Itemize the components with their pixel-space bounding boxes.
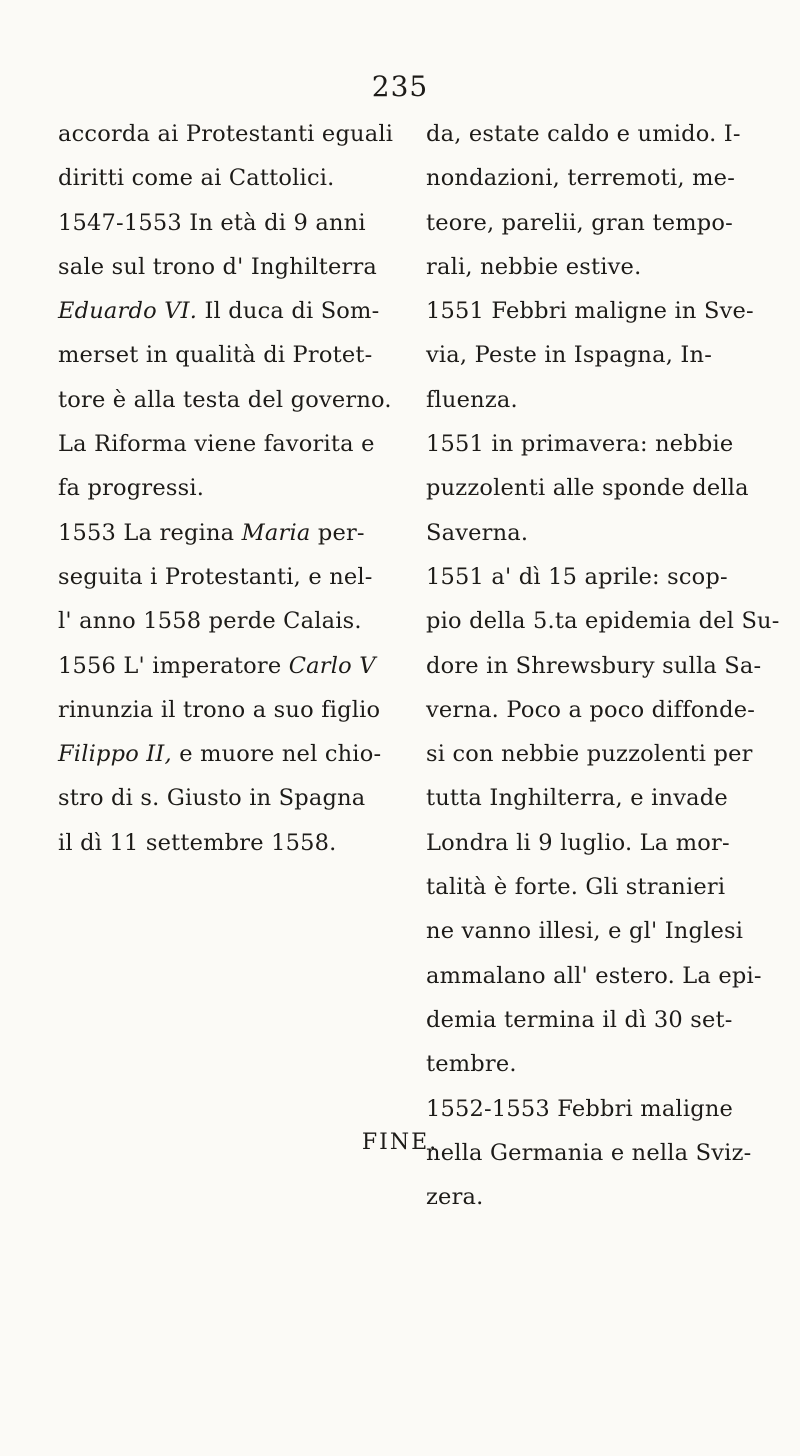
text-line: rinunzia il trono a suo figlio [58,696,381,723]
text-line: fa progressi. [58,475,205,502]
text-line: 1551 Febbri maligne in Sve- [426,298,754,325]
text-line [58,289,398,333]
text-segment: per- [310,519,365,546]
text-line: 1547-1553 In età di 9 anni [58,209,366,236]
text-line: si con nebbie puzzolenti per [426,741,753,768]
text-segment: 1553 La regina [58,519,242,546]
text-line: il dì 11 settembre 1558. [58,829,337,856]
text-line: accorda ai Protestanti eguali [58,121,394,147]
text-line: 1551 in primavera: nebbie [426,431,734,458]
text-line: via, Peste in Ispagna, In- [426,342,713,369]
text-line: 1552-1553 Febbri maligne [426,1095,734,1122]
text-segment: e muore nel chio- [171,741,382,768]
text-line: ammalano all' estero. La epi- [426,962,762,989]
text-line: tutta Inghilterra, e invade [426,785,728,812]
italic-name: Filippo II, [58,741,172,768]
text-line: merset in qualità di Protet- [58,342,373,369]
text-line: Londra li 9 luglio. La mor- [426,829,730,856]
text-line: nondazioni, terremoti, me- [426,165,735,192]
page-number: 235 [371,70,429,103]
text-line: fluenza. [426,386,518,413]
italic-name: Eduardo VI. [58,298,198,325]
text-line: demia termina il dì 30 set- [426,1006,733,1033]
text-line: l' anno 1558 perde Calais. [58,608,362,635]
text-line: tore è alla testa del governo. [58,386,392,413]
text-line: ne vanno illesi, e gl' Inglesi [426,918,744,945]
text-line: talità è forte. Gli stranieri [426,874,726,901]
text-line: Saverna. [426,519,529,546]
text-line [58,732,398,776]
text-line: diritti come ai Cattolici. [58,165,335,192]
text-segment: Il duca di Som- [197,298,380,325]
italic-name: Carlo V [288,652,376,679]
text-line [58,511,398,555]
end-marker: FINE. [361,1130,439,1155]
text-line: zera. [426,1184,484,1211]
left-text-column [58,112,398,865]
italic-name: Maria [241,519,311,546]
text-line: La Riforma viene favorita e [58,431,375,458]
text-line: tembre. [426,1051,517,1078]
text-line: 1551 a' dì 15 aprile: scop- [426,563,728,590]
text-line: nella Germania e nella Sviz- [426,1139,752,1166]
text-segment: 1556 L' imperatore [58,652,289,679]
text-line: sale sul trono d' Inghilterra [58,253,378,280]
text-line: puzzolenti alle sponde della [426,475,749,502]
text-line: da, estate caldo e umido. I- [426,121,741,147]
text-line: teore, parelii, gran tempo- [426,209,733,236]
text-line: pio della 5.ta epidemia del Su- [426,608,780,635]
text-line: dore in Shrewsbury sulla Sa- [426,652,762,679]
text-line [58,644,398,688]
text-line: verna. Poco a poco diffonde- [426,696,756,723]
text-line: rali, nebbie estive. [426,253,642,280]
text-line: seguita i Protestanti, e nel- [58,563,373,590]
right-text-column [426,112,780,1219]
text-line: stro di s. Giusto in Spagna [58,785,366,812]
